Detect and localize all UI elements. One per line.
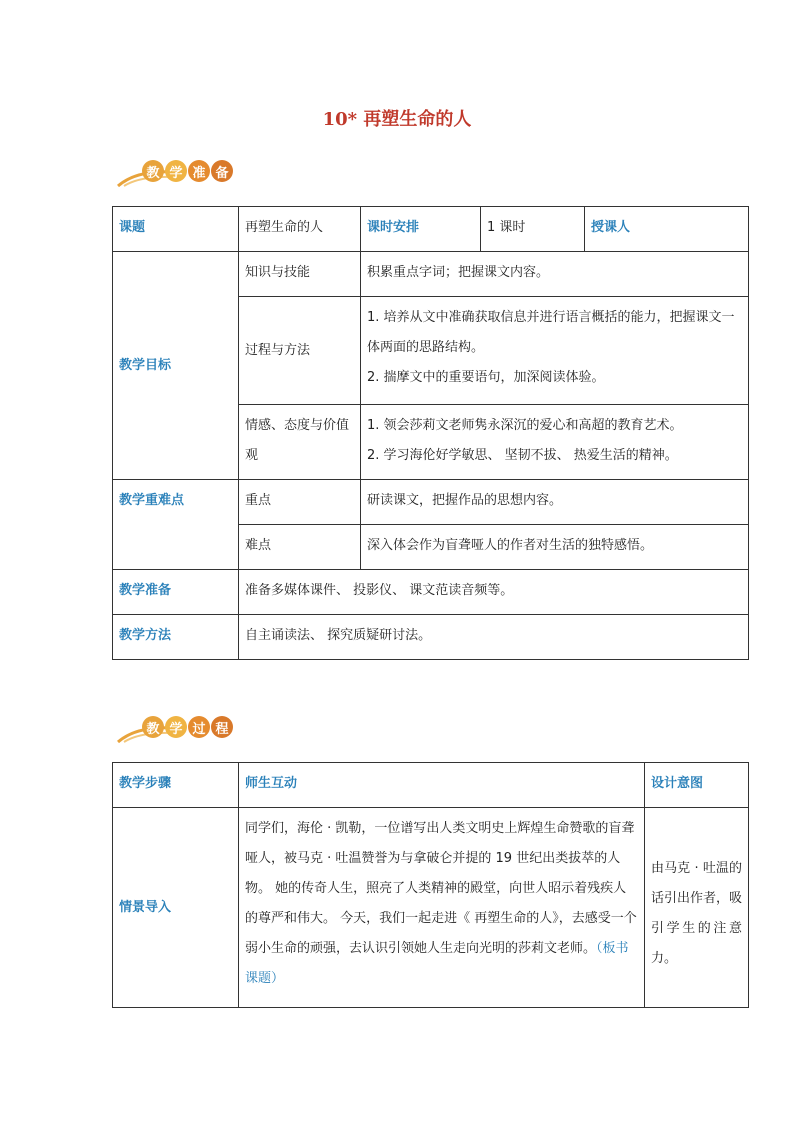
interaction-text: 同学们，海伦 · 凯勒，一位谱写出人类文明史上辉煌生命赞歌的盲聋哑人，被马克 · 吐温赞誉为与拿破仑并提的 19 世纪出类拔萃的人物。 她的传奇人生，照亮了人类精神的殿堂，向世人昭示着残疾人的尊严和伟大。 今天，我们一起走进《 再塑生命的人》，去感受一个弱小生命的顽强，去认识引领她人生走向光明的莎莉文老师。 bbox=[245, 821, 637, 956]
process-item: 1. 培养从文中准确获取信息并进行语言概括的能力，把握课文一体两面的思路结构。 bbox=[367, 310, 735, 355]
badge-char: 教 bbox=[142, 716, 164, 738]
col-step-header: 教学步骤 bbox=[113, 763, 239, 808]
board-note: （板书课题） bbox=[245, 941, 629, 986]
col-interaction-header: 师生互动 bbox=[239, 763, 645, 808]
badge-char: 学 bbox=[165, 716, 187, 738]
key-value: 研读课文，把握作品的思想内容。 bbox=[361, 480, 749, 525]
key-label: 重点 bbox=[239, 480, 361, 525]
badge-char: 程 bbox=[211, 716, 233, 738]
teacher-label bbox=[585, 207, 749, 252]
section-badge-prep bbox=[116, 156, 236, 190]
teacher-label-text: 授课人 bbox=[591, 220, 631, 235]
difficult-label: 难点 bbox=[239, 525, 361, 570]
schedule-label: 课时安排 bbox=[361, 207, 481, 252]
row-intent-intro: 由马克 · 吐温的话引出作者，吸引学生的注意力。 bbox=[645, 808, 749, 1008]
difficult-value: 深入体会作为盲聋哑人的作者对生活的独特感悟。 bbox=[361, 525, 749, 570]
knowledge-value: 积累重点字词；把握课文内容。 bbox=[361, 252, 749, 297]
teaching-prep-table bbox=[112, 206, 749, 660]
page-title: 10* 再塑生命的人 bbox=[322, 109, 472, 130]
topic-value: 再塑生命的人 bbox=[239, 207, 361, 252]
materials-value: 准备多媒体课件、 投影仪、 课文范读音频等。 bbox=[239, 570, 749, 615]
badge-char: 备 bbox=[211, 160, 233, 182]
methods-value: 自主诵读法、 探究质疑研讨法。 bbox=[239, 615, 749, 660]
materials-label: 教学准备 bbox=[113, 570, 239, 615]
process-item: 2. 揣摩文中的重要语句，加深阅读体验。 bbox=[367, 370, 605, 385]
emotion-value bbox=[361, 405, 749, 480]
knowledge-label: 知识与技能 bbox=[239, 252, 361, 297]
row-interaction-intro bbox=[239, 808, 645, 1008]
emotion-item: 1. 领会莎莉文老师隽永深沉的爱心和高超的教育艺术。 bbox=[367, 418, 683, 433]
section-badge-process bbox=[116, 712, 236, 746]
teaching-process-table bbox=[112, 762, 749, 1008]
goals-label: 教学目标 bbox=[113, 252, 239, 480]
methods-label: 教学方法 bbox=[113, 615, 239, 660]
badge-char: 教 bbox=[142, 160, 164, 182]
badge-char: 准 bbox=[188, 160, 210, 182]
emotion-label: 情感、态度与价值观 bbox=[239, 405, 361, 480]
keypoints-label: 教学重难点 bbox=[113, 480, 239, 570]
row-step-intro: 情景导入 bbox=[113, 808, 239, 1008]
badge-char: 学 bbox=[165, 160, 187, 182]
emotion-item: 2. 学习海伦好学敏思、 坚韧不拔、 热爱生活的精神。 bbox=[367, 448, 678, 463]
col-intent-header: 设计意图 bbox=[645, 763, 749, 808]
process-label: 过程与方法 bbox=[239, 297, 361, 405]
badge-char: 过 bbox=[188, 716, 210, 738]
schedule-value: 1 课时 bbox=[481, 207, 585, 252]
process-value bbox=[361, 297, 749, 405]
topic-label: 课题 bbox=[113, 207, 239, 252]
